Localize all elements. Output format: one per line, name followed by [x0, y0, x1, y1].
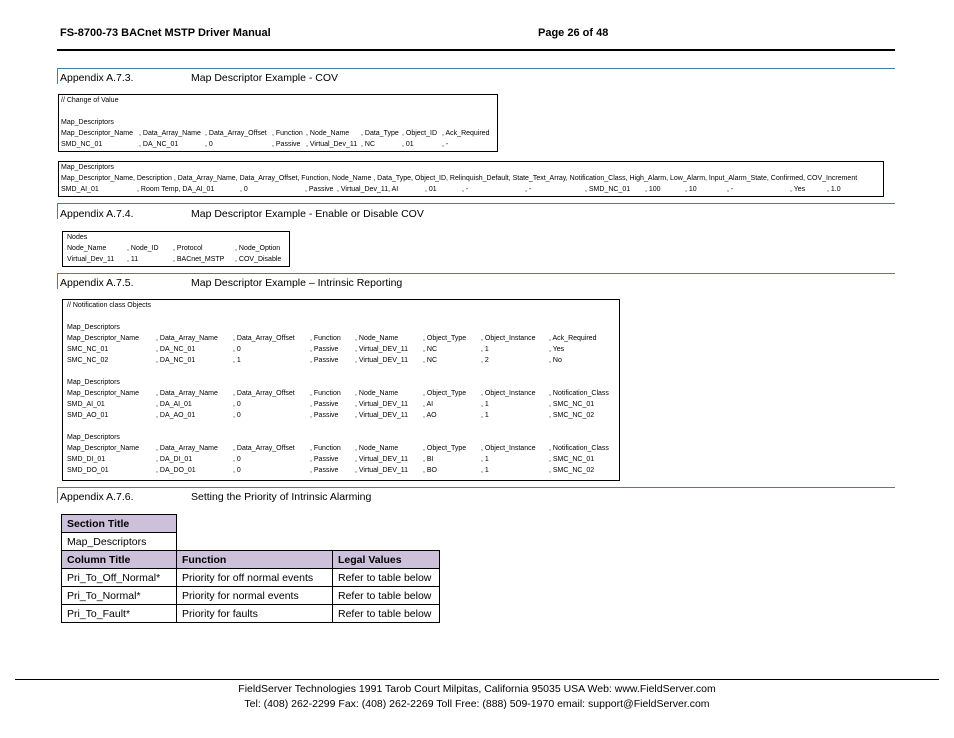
header-rule [57, 49, 895, 51]
code-cell: , Object_Instance [481, 390, 536, 397]
table-cell: Refer to table below [333, 605, 440, 623]
code-cell: , Ack_Required [442, 130, 490, 137]
code-cell: , Object_Instance [481, 335, 536, 342]
code-cell: , 0 [233, 412, 241, 419]
section-marker-a76 [57, 487, 58, 503]
code-cell: , 0 [240, 186, 248, 193]
code-cell: , DA_NC_01 [156, 357, 196, 364]
table-cell: Pri_To_Fault* [62, 605, 177, 623]
code-header-row [63, 388, 619, 399]
table-cell: Pri_To_Off_Normal* [62, 569, 177, 587]
code-section-keyword: Map_Descriptors [67, 379, 120, 386]
code-cell: , Yes [790, 186, 806, 193]
code-cell: , SMD_NC_01 [585, 186, 631, 193]
code-cell: , Passive [310, 456, 339, 463]
code-cell: , Object_Instance [481, 445, 536, 452]
code-cell: , Node_Option [235, 245, 281, 252]
footer-rule [15, 679, 939, 680]
code-cell: , Protocol [173, 245, 203, 252]
code-cell: , BACnet_MSTP [173, 256, 225, 263]
code-cell: , 100 [645, 186, 661, 193]
intrinsic-config-box [62, 299, 620, 481]
code-cell: , DA_AI_01 [156, 401, 192, 408]
table-row [62, 569, 440, 587]
code-cell: , 01 [402, 141, 414, 148]
code-cell: , Passive [310, 357, 339, 364]
code-cell: , Object_ID [402, 130, 438, 137]
code-cell: , Data_Array_Offset [233, 390, 295, 397]
document-title: FS-8700-73 BACnet MSTP Driver Manual [60, 27, 271, 39]
code-section-keyword: Map_Descriptors [61, 119, 114, 126]
column-header: Column Title [62, 551, 177, 569]
code-cell: , NC [423, 357, 437, 364]
section-marker-a75 [57, 273, 58, 289]
code-cell: , 1 [481, 401, 489, 408]
code-cell: , 1.0 [827, 186, 841, 193]
code-cell: , Virtual_DEV_11 [355, 412, 409, 419]
code-cell: , AI [423, 401, 434, 408]
code-cell: , Virtual_Dev_11, AI [337, 186, 399, 193]
code-cell: , Data_Array_Offset [205, 130, 267, 137]
code-data-row [63, 254, 289, 265]
table-cell: Refer to table below [333, 587, 440, 605]
code-cell: Map_Descriptor_Name [67, 390, 139, 397]
code-cell: SMD_AI_01 [61, 186, 99, 193]
code-cell: , Virtual_Dev_11 [306, 141, 358, 148]
code-cell: , Function [310, 445, 341, 452]
code-cell: , 0 [233, 346, 241, 353]
code-cell: , Node_Name [355, 335, 399, 342]
code-cell: , 01 [425, 186, 437, 193]
code-cell: , BO [423, 467, 438, 474]
code-cell: , Data_Array_Name [156, 445, 218, 452]
table-cell: Refer to table below [333, 569, 440, 587]
code-cell: , Object_Type [423, 445, 467, 452]
code-cell: , 0 [205, 141, 213, 148]
code-cell: , DA_NC_01 [156, 346, 196, 353]
section-rule-a75 [57, 273, 895, 274]
code-cell: SMD_DI_01 [67, 456, 106, 463]
section-number-a73: Appendix A.7.3. [60, 72, 134, 84]
section-rule-a74 [57, 203, 895, 204]
code-cell: , Node_ID [127, 245, 159, 252]
code-cell: , Function [310, 390, 341, 397]
code-cell: , Data_Type [361, 130, 399, 137]
code-cell: , 1 [481, 467, 489, 474]
code-cell: , Passive [310, 467, 339, 474]
nodes-config-box [62, 231, 290, 267]
table-cell: Priority for normal events [177, 587, 333, 605]
code-cell: , Object_Type [423, 335, 467, 342]
code-cell: Map_Descriptor_Name [61, 130, 133, 137]
priority-columns-table [61, 550, 440, 623]
page-number: Page 26 of 48 [538, 27, 609, 39]
code-cell: , Object_Type [423, 390, 467, 397]
code-cell: , 0 [233, 401, 241, 408]
section-title-value: Map_Descriptors [62, 533, 177, 551]
code-cell: , Passive [310, 412, 339, 419]
code-cell: , NC [361, 141, 375, 148]
code-data-row [63, 454, 619, 465]
code-header-row [63, 443, 619, 454]
code-section-keyword: Nodes [67, 234, 88, 241]
code-cell: Map_Descriptor_Name [67, 445, 139, 452]
code-cell: , DA_DI_01 [156, 456, 193, 463]
section-number-a74: Appendix A.7.4. [60, 208, 134, 220]
code-data-row [63, 465, 619, 476]
code-cell: Node_Name [67, 245, 107, 252]
code-cell: , - [442, 141, 449, 148]
priority-table [61, 514, 177, 551]
cov-config-box [58, 94, 498, 152]
section-title-a76: Setting the Priority of Intrinsic Alarming [191, 491, 372, 503]
code-header-row [59, 128, 497, 139]
code-cell: Virtual_Dev_11 [67, 256, 115, 263]
code-cell: , Passive [310, 401, 339, 408]
code-cell: , Data_Array_Offset [233, 335, 295, 342]
code-cell: Map_Descriptor_Name [67, 335, 139, 342]
column-header: Function [177, 551, 333, 569]
section-rule-a73 [57, 68, 895, 69]
code-cell: , No [549, 357, 562, 364]
code-cell: , - [462, 186, 469, 193]
code-cell: , DA_AO_01 [156, 412, 196, 419]
footer-contact: Tel: (408) 262-2299 Fax: (408) 262-2269 Toll Free: (888) 509-1970 email: support@FieldServer.com [244, 698, 710, 710]
code-section-keyword: Map_Descriptors [67, 324, 120, 331]
code-cell: SMD_AI_01 [67, 401, 105, 408]
section-number-a75: Appendix A.7.5. [60, 277, 134, 289]
priority-table-wrapper [61, 514, 440, 623]
code-cell: , 0 [233, 456, 241, 463]
code-data-row [63, 399, 619, 410]
table-row [62, 605, 440, 623]
code-cell: , Virtual_DEV_11 [355, 467, 409, 474]
table-header-row [62, 551, 440, 569]
code-cell: , Function [310, 335, 341, 342]
code-cell: , Node_Name [306, 130, 350, 137]
code-comment: // Change of Value [61, 97, 119, 104]
code-cell: , Virtual_DEV_11 [355, 456, 409, 463]
code-cell: , 11 [127, 256, 139, 263]
code-data-row [63, 355, 619, 366]
code-cell: , 1 [481, 346, 489, 353]
code-cell: , DA_NC_01 [139, 141, 179, 148]
code-cell: SMC_NC_02 [67, 357, 109, 364]
code-cell: , SMC_NC_01 [549, 456, 595, 463]
code-cell: , Passive [305, 186, 334, 193]
code-cell: , - [525, 186, 532, 193]
code-cell: , AO [423, 412, 437, 419]
table-cell: Priority for off normal events [177, 569, 333, 587]
code-header-row [63, 333, 619, 344]
code-cell: , Virtual_DEV_11 [355, 401, 409, 408]
code-cell: , Node_Name [355, 445, 399, 452]
code-cell: SMD_DO_01 [67, 467, 109, 474]
code-cell: , BI [423, 456, 434, 463]
code-cell: , 2 [481, 357, 489, 364]
code-cell: , NC [423, 346, 437, 353]
code-comment: // Notification class Objects [67, 302, 152, 309]
code-data-row [63, 410, 619, 421]
code-cell: , Virtual_DEV_11 [355, 357, 409, 364]
section-title-a74: Map Descriptor Example - Enable or Disable COV [191, 208, 424, 220]
code-cell: , 1 [233, 357, 241, 364]
code-cell: , Data_Array_Offset [233, 445, 295, 452]
section-marker-a73 [57, 68, 58, 84]
code-cell: , Passive [310, 346, 339, 353]
code-cell: , Function [272, 130, 303, 137]
code-cell: , Notification_Class [549, 390, 609, 397]
code-data-row [59, 184, 883, 195]
footer-address: FieldServer Technologies 1991 Tarob Court Milpitas, California 95035 USA Web: www.FieldServer.com [238, 683, 716, 695]
code-cell: , SMC_NC_02 [549, 412, 595, 419]
code-cell: , Virtual_DEV_11 [355, 346, 409, 353]
code-header-row [63, 243, 289, 254]
section-marker-a74 [57, 203, 58, 219]
code-cell: SMC_NC_01 [67, 346, 109, 353]
code-cell: , Ack_Required [549, 335, 597, 342]
code-cell: , Room Temp, DA_AI_01 [137, 186, 215, 193]
code-section-keyword: Map_Descriptors [67, 434, 120, 441]
code-cell: , Data_Array_Name [156, 335, 218, 342]
code-cell: , Data_Array_Name [139, 130, 201, 137]
code-header-row [59, 173, 883, 184]
code-cell: , 10 [685, 186, 697, 193]
code-cell: , Passive [272, 141, 301, 148]
table-cell: Pri_To_Normal* [62, 587, 177, 605]
table-cell: Priority for faults [177, 605, 333, 623]
code-cell: , 1 [481, 412, 489, 419]
section-number-a76: Appendix A.7.6. [60, 491, 134, 503]
column-header: Legal Values [333, 551, 440, 569]
code-cell: , 0 [233, 467, 241, 474]
code-section-keyword: Map_Descriptors [61, 164, 114, 171]
code-cell: SMD_AO_01 [67, 412, 109, 419]
code-data-row [63, 344, 619, 355]
code-cell: , SMC_NC_01 [549, 401, 595, 408]
code-cell: Map_Descriptor_Name, Description , Data_Array_Name, Data_Array_Offset, Function, Node_Name , Data_Type, Object_ID, Relinquish_Default, State_Text_Array, Notification_Class, High_Alarm, Low_Alarm, Input_Alarm_State, Confirmed, COV_Increment [61, 175, 858, 182]
code-cell: , - [727, 186, 734, 193]
code-cell: , COV_Disable [235, 256, 282, 263]
section-title-a75: Map Descriptor Example – Intrinsic Reporting [191, 277, 403, 289]
code-cell: , Yes [549, 346, 565, 353]
code-cell: , Notification_Class [549, 445, 609, 452]
code-cell: , DA_DO_01 [156, 467, 196, 474]
code-cell: , 1 [481, 456, 489, 463]
code-cell: , SMC_NC_02 [549, 467, 595, 474]
table-row [62, 587, 440, 605]
code-cell: , Data_Array_Name [156, 390, 218, 397]
code-cell: , Node_Name [355, 390, 399, 397]
code-cell: SMD_NC_01 [61, 141, 103, 148]
code-data-row [59, 139, 497, 150]
section-rule-a76 [57, 487, 895, 488]
section-title-a73: Map Descriptor Example - COV [191, 72, 339, 84]
cov-wide-config-box [58, 161, 884, 197]
section-title-header: Section Title [62, 515, 177, 533]
